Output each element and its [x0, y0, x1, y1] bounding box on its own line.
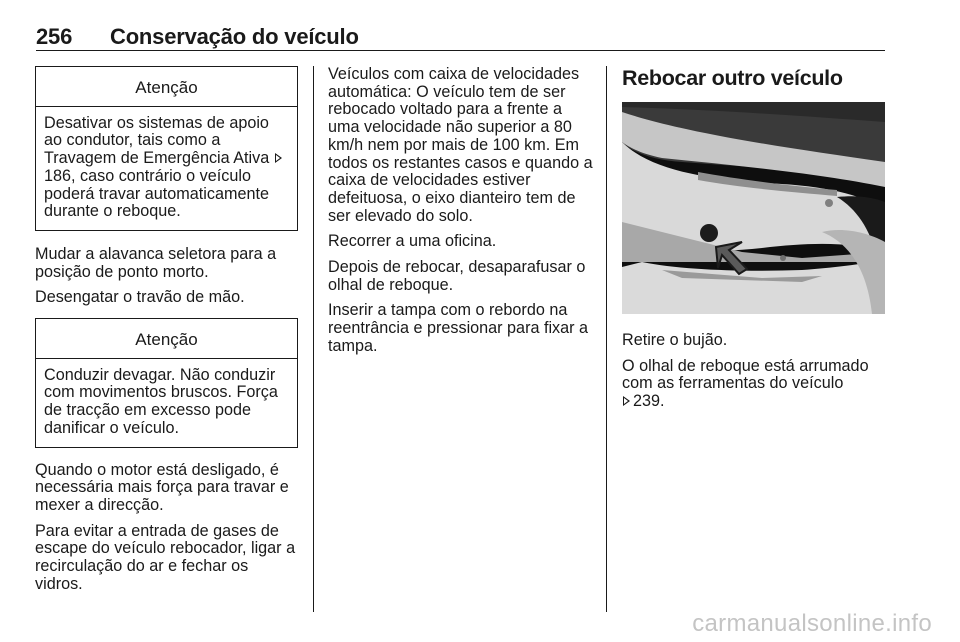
paragraph-text: O olhal de reboque está arrumado com as ferramentas do veículo	[622, 356, 869, 393]
warning-text-part: , caso contrário o veículo poderá travar automaticamente durante o reboque.	[44, 166, 269, 221]
paragraph: Recorrer a uma oficina.	[328, 232, 497, 251]
paragraph	[622, 358, 886, 411]
warning-title: Atenção	[36, 67, 297, 107]
warning-text-part: Desativar os sistemas de apoio ao condutor, tais como a Travagem de Emergência Ativa	[44, 113, 270, 168]
warning-text: Conduzir devagar. Não conduzir com movimentos bruscos. Força de tracção em excesso pode danificar o veículo.	[44, 365, 278, 437]
page-number: 256	[36, 24, 73, 49]
warning-text	[36, 107, 297, 230]
section-title: Rebocar outro veículo	[622, 66, 843, 90]
watermark: carmanualsonline.info	[692, 610, 932, 637]
paragraph: Mudar a alavanca seletora para a posição de ponto morto.	[35, 244, 277, 281]
paragraph: Depois de rebocar, desaparafusar o olhal de reboque.	[328, 258, 586, 294]
column-2	[328, 66, 594, 364]
column-3	[622, 66, 886, 419]
paragraph: Para evitar a entrada de gases de escape do veículo rebocador, ligar a recirculação do ar e fechar os vidros.	[35, 521, 296, 593]
header-rule	[36, 50, 885, 51]
chapter-title: Conservação do veículo	[110, 24, 359, 49]
paragraph: Retire o bujão.	[622, 331, 728, 349]
rear-bumper-tow-eye-photo	[622, 102, 885, 314]
paragraph: Quando o motor está desligado, é necessária mais força para travar e mexer a direcção.	[35, 460, 289, 514]
page-reference-arrow-icon	[275, 153, 282, 163]
column-divider-1	[313, 66, 314, 612]
warning-title: Atenção	[36, 319, 297, 359]
warning-box	[35, 318, 298, 448]
warning-box	[35, 66, 298, 231]
paragraph: Inserir a tampa com o rebordo na reentrância e pressionar para fixar a tampa.	[328, 301, 589, 355]
paragraph: Veículos com caixa de velocidades automática: O veículo tem de ser rebocado voltado para a frente a uma velocidade não superior a 80 km/h nem por mais de 100 km. Em todos os restantes casos e quando a caixa de velocidades estiver defeituosa, o eixo dianteiro tem de ser elevado do solo.	[328, 65, 593, 225]
page-reference-arrow-icon	[623, 396, 630, 406]
column-divider-2	[606, 66, 607, 612]
column-1	[35, 66, 300, 601]
page-reference-link[interactable]: 186	[44, 166, 72, 185]
paragraph: Desengatar o travão de mão.	[35, 288, 245, 307]
page-reference-link[interactable]: 239.	[633, 392, 665, 411]
page-header	[36, 24, 359, 50]
